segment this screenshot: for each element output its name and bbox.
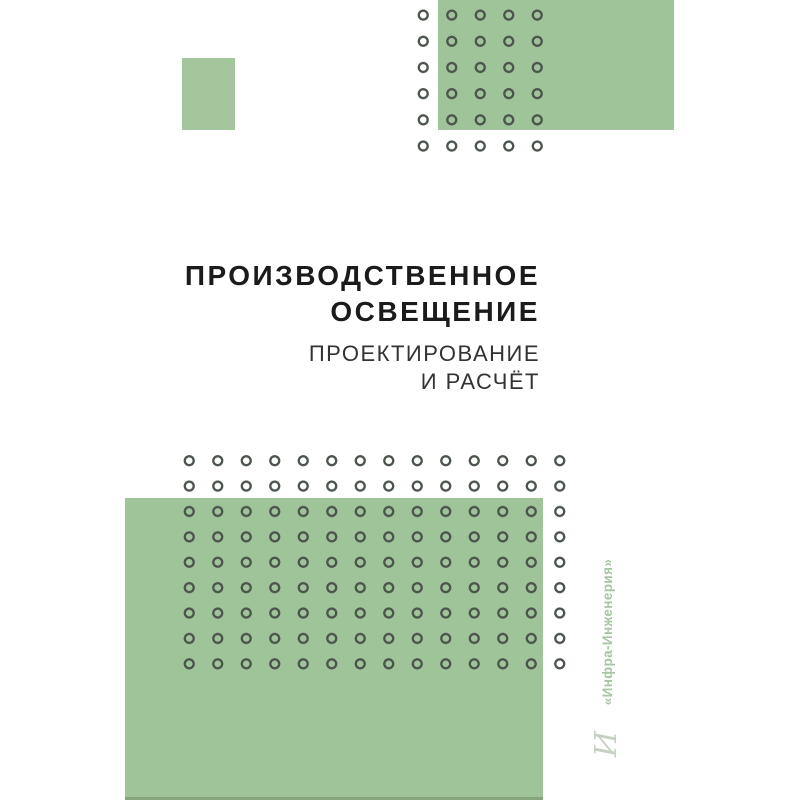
publisher-logo-icon: И [589,730,624,758]
book-title-line1: ПРОИЗВОДСТВЕННОЕ [184,260,540,291]
book-title-line2: ОСВЕЩЕНИЕ [330,296,540,327]
subtitle-block [185,340,540,396]
publisher-name: «Инфра-Инженерия» [600,558,615,706]
book-subtitle-line2: И РАСЧЁТ [420,369,540,394]
book-subtitle-line1: ПРОЕКТИРОВАНИЕ [308,341,540,366]
dot-grid-bottom-icon [175,448,574,677]
title-block [185,258,540,396]
dot-grid-top-icon [409,2,552,159]
green-square-left [182,58,235,130]
